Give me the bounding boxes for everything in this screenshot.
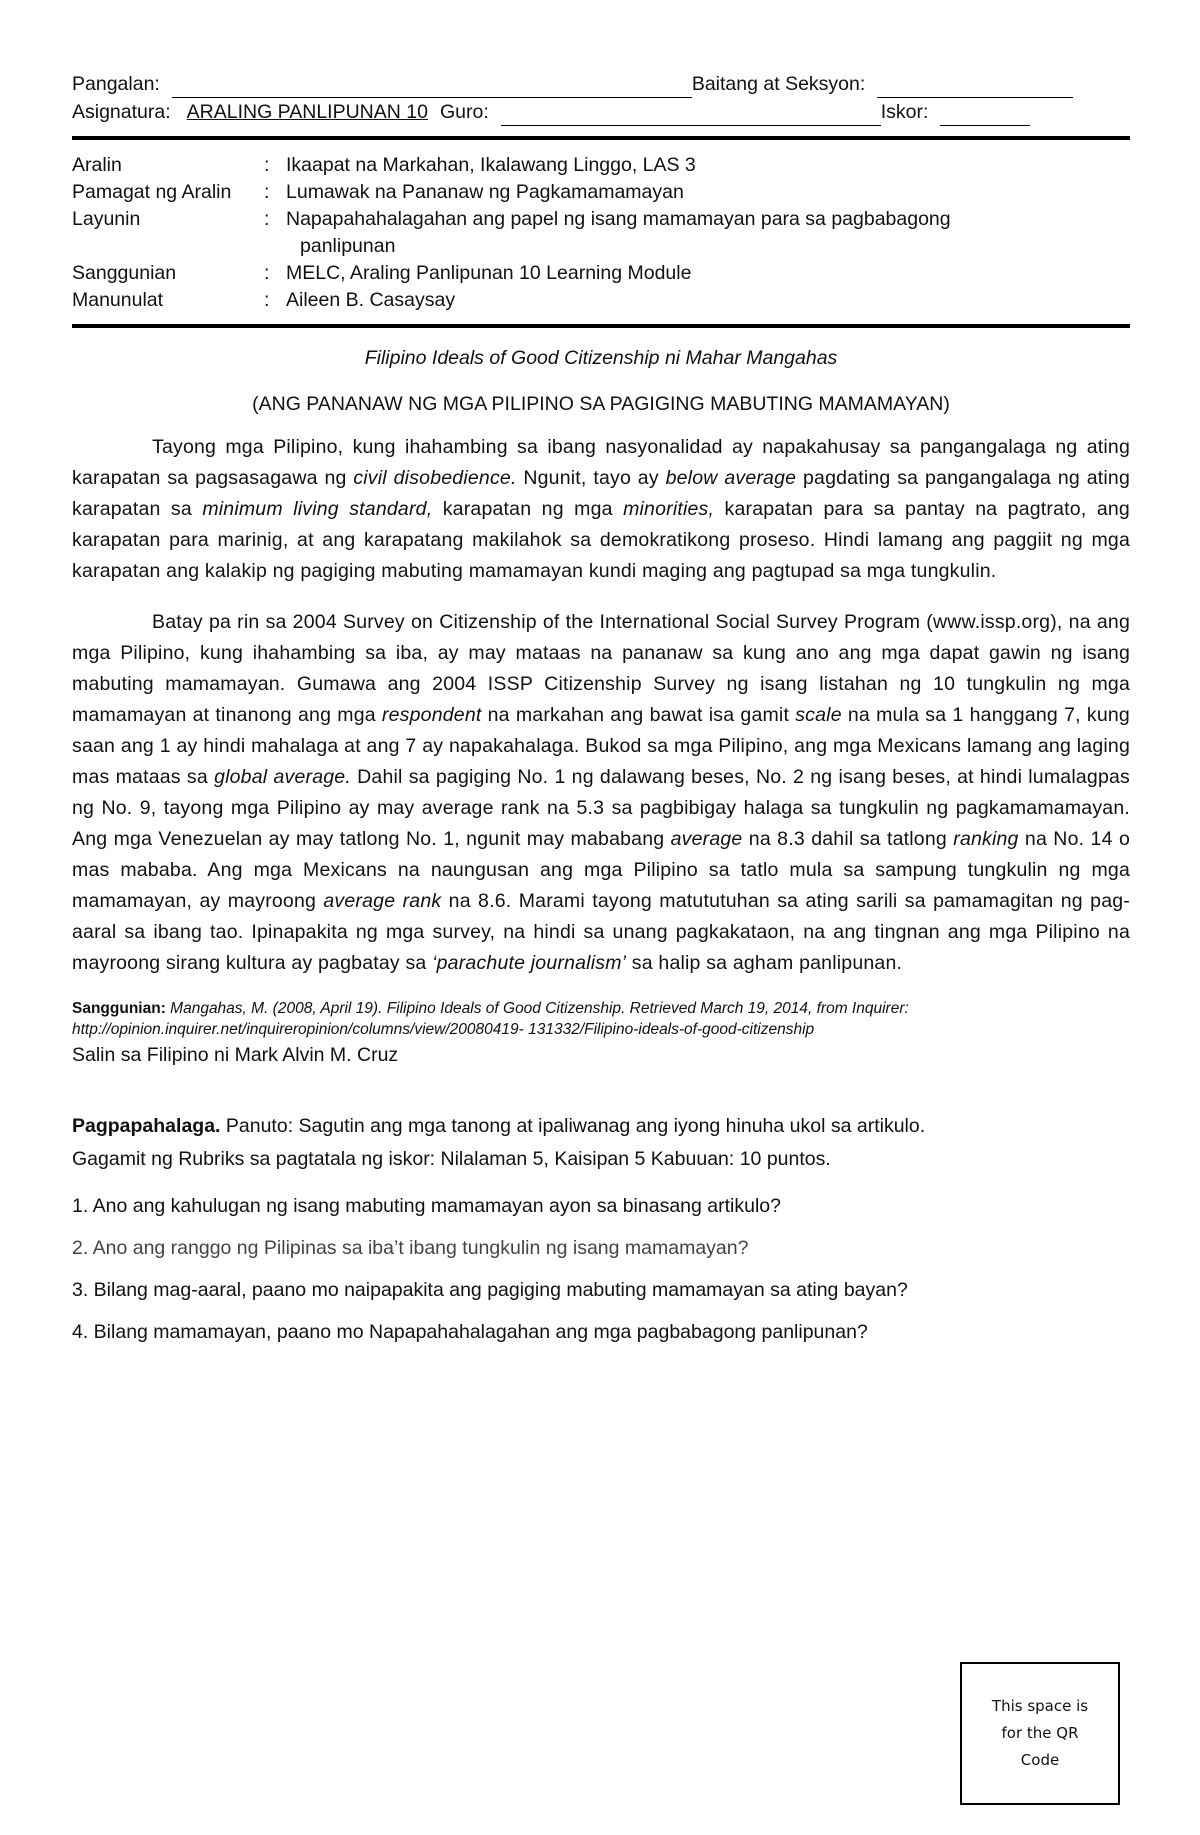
header-line-2 [72,98,1130,126]
meta-rule [72,324,1130,328]
reference-translation: Salin sa Filipino ni Mark Alvin M. Cruz [72,1044,399,1066]
reference-url[interactable]: http://opinion.inquirer.net/inquireropinion/columns/view/20080419- 131332/Filipino-ideals-of-good-citizenship [72,1021,815,1038]
article-paragraph-2: Batay pa rin sa 2004 Survey on Citizenship of the International Social Survey Program (www.issp.org), na ang mga Pilipino, kung ihahambing sa iba, ay may mataas na pananaw sa kung ano ang mga dapat gawin ng isang mabuting mamamayan. Gumawa ang 2004 ISSP Citizenship Survey ng isang listahan ng 10 tungkulin ng mga mamamayan at tinanong ang mga respondent na markahan ang bawat isa gamit scale na mula sa 1 hanggang 7, kung saan ang 1 ay hindi mahalaga at ang 7 ay napakahalaga. Bukod sa mga Pilipino, ang mga Mexicans lamang ang laging mas mataas sa global average. Dahil sa pagiging No. 1 ng dalawang beses, No. 2 ng isang beses, at hindi lumalagpas ng No. 9, tayong mga Pilipino ay may average rank na 5.3 sa pagbibigay halaga sa tungkulin ng pagkamamamayan. Ang mga Venezuelan ay may tatlong No. 1, ngunit may mababang average na 8.3 dahil sa tatlong ranking na No. 14 o mas mababa. Ang mga Mexicans na naungusan ang mga Pilipino sa tatlo mula sa sampung tungkulin ng mga mamamayan, ay mayroong average rank na 8.6. Marami tayong matututuhan sa ating sarili sa pamamagitan ng pag-aaral sa ibang tao. Ipinapakita ng mga survey, na hindi sa unang pagkakataon, na ang tingnan ang mga Pilipino na mayroong sirang kultura ay pagbatay sa ‘parachute journalism’ sa halip sa agham panlipunan. [72,610,1130,974]
header-line-1 [72,70,1130,98]
meta-value: MELC, Araling Panlipunan 10 Learning Module [286,262,692,284]
activity-heading: Pagpapahalaga. [72,1115,221,1137]
lesson-meta [72,152,1130,314]
meta-value: Aileen B. Casaysay [286,289,456,311]
teacher-blank [501,105,881,126]
meta-key: Pamagat ng Aralin [72,181,232,203]
subject-label: Asignatura: [72,101,171,123]
question-item: 3. Bilang mag-aaral, paano mo naipapakita ang pagiging mabuting mamamayan sa ating bayan? [72,1279,908,1301]
qr-code-placeholder: This space is for the QR Code [960,1662,1120,1805]
name-label: Pangalan: [72,73,160,95]
meta-colon: : [264,154,270,176]
header-rule [72,136,1130,140]
meta-key: Sanggunian [72,262,177,284]
grade-blank [877,77,1073,98]
question-item: 1. Ano ang kahulugan ng isang mabuting mamamayan ayon sa binasang artikulo? [72,1195,781,1217]
meta-colon: : [264,181,270,203]
reference-label: Sanggunian: [72,1000,166,1017]
meta-colon: : [264,208,270,230]
meta-key: Manunulat [72,289,164,311]
question-item: 4. Bilang mamamayan, paano mo Napapahahalagahan ang mga pagbabagong panlipunan? [72,1321,868,1343]
meta-row-aralin [72,152,1130,179]
score-label: Iskor: [880,101,929,123]
meta-row-manunulat [72,287,1130,314]
reference-citation: Sanggunian: Mangahas, M. (2008, April 19). Filipino Ideals of Good Citizenship. Retrieved March 19, 2014, from Inquirer: http://opinion.inquirer.net/inquireropinion/columns/view/20080419- 131332/Filipino-ideals-of-good-citizenship [72,1000,909,1038]
grade-label: Baitang at Seksyon: [691,73,866,95]
article-title: Filipino Ideals of Good Citizenship ni Mahar Mangahas [364,347,838,369]
subject-value: ARALING PANLIPUNAN 10 [186,101,428,123]
layunin-line-2: panlipunan [300,235,396,257]
meta-key: Layunin [72,208,141,230]
activity-rubric: Gagamit ng Rubriks sa pagtatala ng iskor: Nilalaman 5, Kaisipan 5 Kabuuan: 10 puntos. [72,1148,831,1170]
meta-row-sanggunian [72,260,1130,287]
meta-value [286,206,1130,260]
meta-colon: : [264,262,270,284]
article-paragraph-1: Tayong mga Pilipino, kung ihahambing sa ibang nasyonalidad ay napakahusay sa pangangalaga ng ating karapatan sa pagsasagawa ng civil disobedience. Ngunit, tayo ay below average pagdating sa pangangalaga ng ating karapatan sa minimum living standard, karapatan ng mga minorities, karapatan para sa pantay na pagtrato, ang karapatan para marinig, at ang karapatang makilahok sa demokratikong proseso. Hindi lamang ang paggiit ng mga karapatan ang kalakip ng pagiging mabuting mamamayan kundi maging ang pagtupad sa mga tungkulin. [72,436,1131,582]
meta-value: Lumawak na Pananaw ng Pagkamamamayan [286,181,684,203]
meta-colon: : [264,289,270,311]
question-list [72,1190,1130,1348]
teacher-label: Guro: [439,101,489,123]
layunin-line-1: Napapahahalagahan ang papel ng isang mamamayan para sa pagbabagong [286,208,951,230]
meta-row-layunin [72,206,1130,260]
meta-value: Ikaapat na Markahan, Ikalawang Linggo, LAS 3 [286,154,696,176]
meta-row-pamagat [72,179,1130,206]
score-blank [940,105,1030,126]
article-subtitle: (ANG PANANAW NG MGA PILIPINO SA PAGIGING MABUTING MAMAMAYAN) [252,393,950,415]
name-blank [172,77,692,98]
activity-instructions: Pagpapahalaga. Panuto: Sagutin ang mga tanong at ipaliwanag ang iyong hinuha ukol sa artikulo. Gagamit ng Rubriks sa pagtatala ng iskor: Nilalaman 5, Kaisipan 5 Kabuuan: 10 puntos. [72,1115,926,1170]
worksheet-page [72,70,1130,1358]
question-item: 2. Ano ang ranggo ng Pilipinas sa iba’t ibang tungkulin ng isang mamamayan? [72,1237,749,1259]
meta-key: Aralin [72,154,122,176]
